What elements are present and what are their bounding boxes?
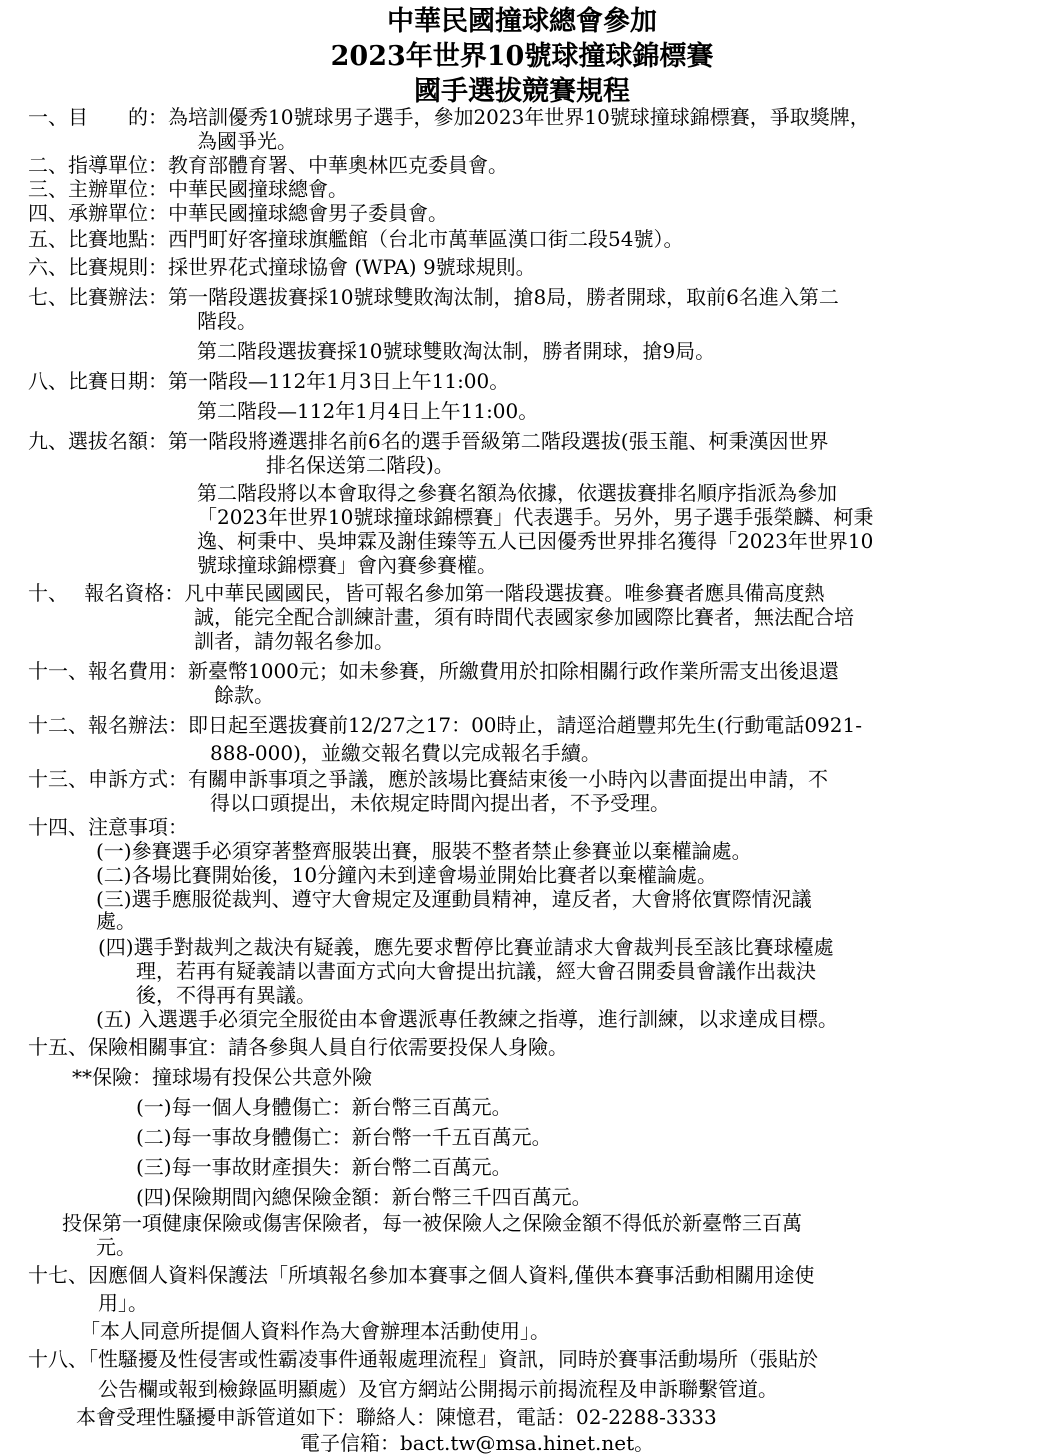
section-13-continued: 得以口頭提出，未依規定時間內提出者，不予受理。 xyxy=(210,791,670,815)
section-14-notes: 十四、注意事項： xyxy=(28,815,188,839)
insurance-item-4: (四)保險期間內總保險金額：新台幣三千四百萬元。 xyxy=(136,1185,592,1209)
section-6-rules: 六、比賽規則：採世界花式撞球協會 (WPA) 9號球規則。 xyxy=(28,255,536,279)
section-9-stage-2: 第二階段將以本會取得之參賽名額為依據，依選拔賽排名順序指派為參加 xyxy=(197,481,837,505)
section-12-continued: 888-000)，並繳交報名費以完成報名手續。 xyxy=(210,741,601,765)
section-7-method: 七、比賽辦法：第一階段選拔賽採10號球雙敗淘汰制，搶8局，勝者開球，取前6名進入第二 xyxy=(28,285,839,309)
section-5-venue: 五、比賽地點：西門町好客撞球旗艦館（台北市萬華區漢口街二段54號）。 xyxy=(28,227,684,251)
section-9-continued: 排名保送第二階段)。 xyxy=(266,453,454,477)
section-17-consent: 「本人同意所提個人資料作為大會辦理本活動使用」。 xyxy=(80,1319,550,1343)
section-4-executor: 四、承辦單位：中華民國撞球總會男子委員會。 xyxy=(28,201,448,225)
insurance-item-1: (一)每一個人身體傷亡：新台幣三百萬元。 xyxy=(136,1095,512,1119)
section-2-supervisor: 二、指導單位：教育部體育署、中華奧林匹克委員會。 xyxy=(28,153,508,177)
section-9-quota: 九、選拔名額：第一階段將遴選排名前6名的選手晉級第二階段選拔(張玉龍、柯秉漢因世界 xyxy=(28,429,829,453)
section-10-continued: 誠，能完全配合訓練計畫，須有時間代表國家參加國際比賽者，無法配合培 xyxy=(194,605,854,629)
section-17-continued: 用」。 xyxy=(98,1291,148,1315)
section-11-fee: 十一、報名費用：新臺幣1000元；如未參賽，所繳費用於扣除相關行政作業所需支出後退還 xyxy=(28,659,839,683)
note-3-continued: 處。 xyxy=(96,909,136,933)
note-5: (五) 入選選手必須完全服從由本會選派專任教練之指導，進行訓練，以求達成目標。 xyxy=(96,1007,838,1031)
section-10-continued-2: 訓者，請勿報名參加。 xyxy=(194,629,394,653)
note-4-continued: 理，若再有疑義請以書面方式向大會提出抗議，經大會召開委員會議作出裁決 xyxy=(136,959,816,983)
section-7-continued: 階段。 xyxy=(197,309,257,333)
section-3-organizer: 三、主辦單位：中華民國撞球總會。 xyxy=(28,177,348,201)
insurance-item-3: (三)每一事故財產損失：新台幣二百萬元。 xyxy=(136,1155,512,1179)
insurance-item-2: (二)每一事故身體傷亡：新台幣一千五百萬元。 xyxy=(136,1125,552,1149)
section-18-continued: 公告欄或報到檢錄區明顯處）及官方網站公開揭示前揭流程及申訴聯繫管道。 xyxy=(98,1377,778,1401)
section-18-harassment: 十八、「性騷擾及性侵害或性霸凌事件通報處理流程」資訊，同時於賽事活動場所（張貼於 xyxy=(28,1347,818,1371)
section-10-eligibility: 十、 報名資格：凡中華民國國民，皆可報名參加第一階段選拔賽。唯參賽者應具備高度熱 xyxy=(28,581,825,605)
section-1-purpose: 一、目 的：為培訓優秀10號球男子選手，參加2023年世界10號球撞球錦標賽，爭取獎牌， xyxy=(28,105,870,129)
title-line-3: 國手選拔競賽規程 xyxy=(414,76,630,107)
harassment-contact: 本會受理性騷擾申訴管道如下：聯絡人：陳憶君，電話：02-2288-3333 xyxy=(76,1405,717,1429)
note-3: (三)選手應服從裁判、遵守大會規定及運動員精神，違反者，大會將依實際情況議 xyxy=(96,887,812,911)
section-9-stage-2-line-4: 號球撞球錦標賽」會內賽參賽權。 xyxy=(197,553,497,577)
section-9-stage-2-line-3: 逸、柯秉中、吳坤霖及謝佳臻等五人已因優秀世界排名獲得「2023年世界10 xyxy=(197,529,874,553)
section-8-date: 八、比賽日期：第一階段—112年1月3日上午11:00。 xyxy=(28,369,510,393)
section-1-continued: 為國爭光。 xyxy=(197,129,297,153)
section-8-stage-2: 第二階段—112年1月4日上午11:00。 xyxy=(197,399,539,423)
section-17-privacy: 十七、因應個人資料保護法「所填報名參加本賽事之個人資料,僅供本賽事活動相關用途使 xyxy=(28,1263,815,1287)
section-12-registration: 十二、報名辦法：即日起至選拔賽前12/27之17：00時止，請逕洽趙豐邦先生(行動電話0921- xyxy=(28,713,862,737)
insurance-note-continued: 元。 xyxy=(96,1235,136,1259)
note-2: (二)各場比賽開始後，10分鐘內未到達會場並開始比賽者以棄權論處。 xyxy=(96,863,718,887)
section-13-appeal: 十三、申訴方式：有關申訴事項之爭議，應於該場比賽結束後一小時內以書面提出申請，不 xyxy=(28,767,828,791)
note-4: (四)選手對裁判之裁決有疑義，應先要求暫停比賽並請求大會裁判長至該比賽球檯處 xyxy=(98,935,834,959)
note-4-continued-2: 後，不得再有異議。 xyxy=(136,983,316,1007)
insurance-heading: **保險：撞球場有投保公共意外險 xyxy=(72,1065,372,1089)
section-9-stage-2-line-2: 「2023年世界10號球撞球錦標賽」代表選手。另外，男子選手張榮麟、柯秉 xyxy=(197,505,874,529)
section-11-continued: 餘款。 xyxy=(214,683,274,707)
insurance-note: 投保第一項健康保險或傷害保險者，每一被保險人之保險金額不得低於新臺幣三百萬 xyxy=(62,1211,802,1235)
title-line-2: 2023年世界10號球撞球錦標賽 xyxy=(330,41,714,72)
harassment-email: 電子信箱：bact.tw@msa.hinet.net。 xyxy=(300,1431,655,1455)
section-7-stage-2: 第二階段選拔賽採10號球雙敗淘汰制，勝者開球，搶9局。 xyxy=(197,339,716,363)
note-1: (一)參賽選手必須穿著整齊服裝出賽，服裝不整者禁止參賽並以棄權論處。 xyxy=(96,839,752,863)
title-line-1: 中華民國撞球總會參加 xyxy=(387,6,657,37)
section-15-insurance: 十五、保險相關事宜：請各參與人員自行依需要投保人身險。 xyxy=(28,1035,568,1059)
